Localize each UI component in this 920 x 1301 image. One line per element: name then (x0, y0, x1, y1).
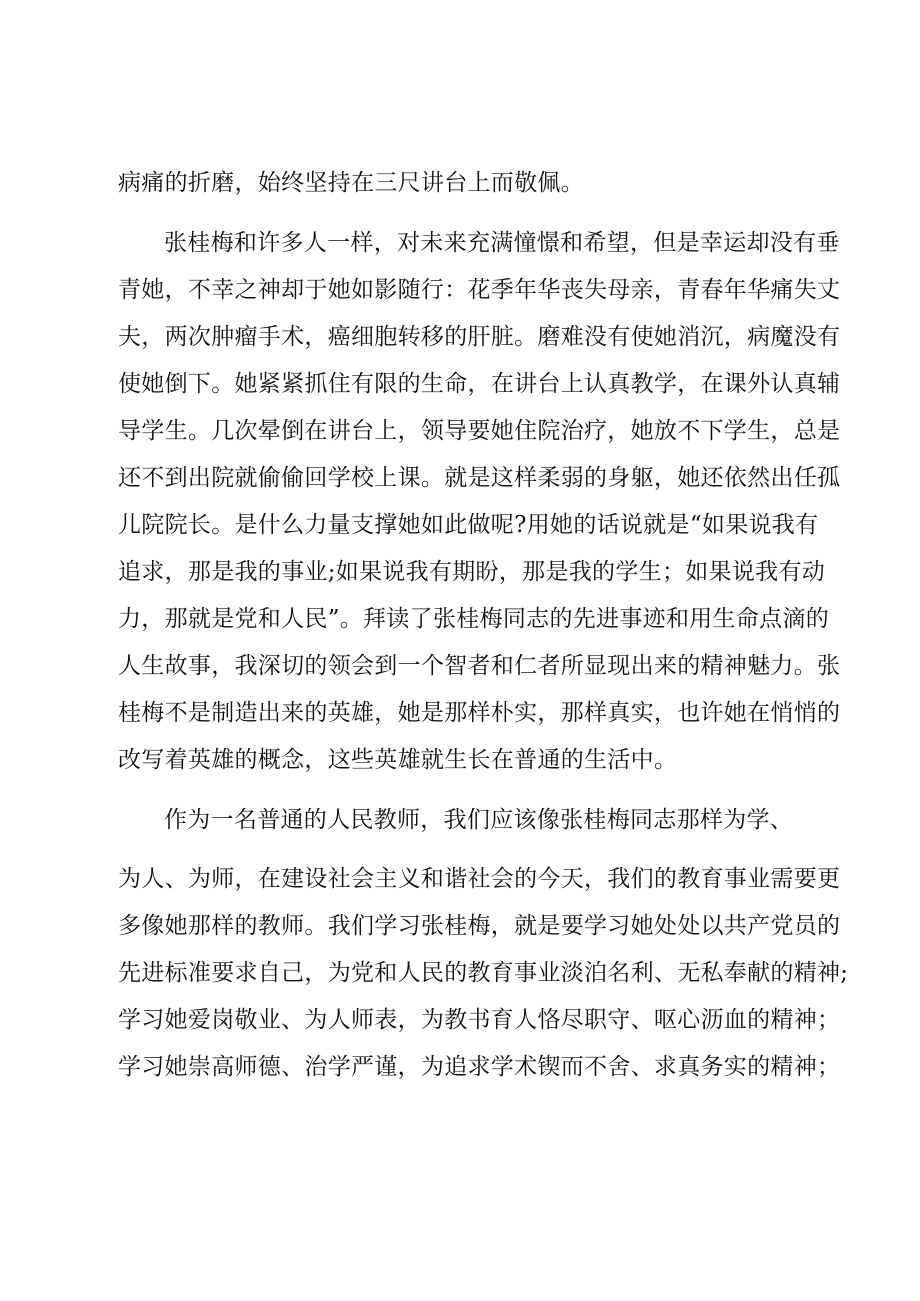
paragraph-line: 学习她崇高师德、治学严谨，为追求学术锲而不舍、求真务实的精神； (118, 1054, 841, 1080)
paragraph-line: 先进标准要求自己，为党和人民的教育事业淡泊名利、无私奉献的精神; (118, 960, 849, 986)
paragraph-line: 力，那就是党和人民”。拜读了张桂梅同志的先进事迹和用生命点滴的 (118, 606, 830, 632)
paragraph-line: 青她，不幸之神却于她如影随行：花季年华丧失母亲，青春年华痛失丈 (118, 277, 841, 303)
paragraph-line: 还不到出院就偷偷回学校上课。就是这样柔弱的身躯，她还依然出任孤 (118, 465, 841, 491)
paragraph-line: 为人、为师，在建设社会主义和谐社会的今天，我们的教育事业需要更 (118, 866, 841, 892)
paragraph-line: 导学生。几次晕倒在讲台上，领导要她住院治疗，她放不下学生，总是 (118, 418, 841, 444)
paragraph-line: 桂梅不是制造出来的英雄，她是那样朴实，那样真实，也许她在悄悄的 (118, 700, 841, 726)
paragraph-line: 学习她爱岗敬业、为人师表，为教书育人恪尽职守、呕心沥血的精神； (118, 1007, 841, 1033)
paragraph-line: 使她倒下。她紧紧抓住有限的生命，在讲台上认真教学，在课外认真辅 (118, 371, 841, 397)
paragraph-line: 病痛的折磨，始终坚持在三尺讲台上而敬佩。 (118, 170, 584, 196)
paragraph-line: 张桂梅和许多人一样，对未来充满憧憬和希望，但是幸运却没有垂 (164, 230, 840, 256)
paragraph-line: 人生故事，我深切的领会到一个智者和仁者所显现出来的精神魅力。张 (118, 653, 841, 679)
paragraph-line: 改写着英雄的概念，这些英雄就生长在普通的生活中。 (118, 747, 678, 773)
paragraph-line: 儿院院长。是什么力量支撑她如此做呢?用她的话说就是“如果说我有 (118, 512, 819, 538)
paragraph-line: 多像她那样的教师。我们学习张桂梅，就是要学习她处处以共产党员的 (118, 913, 841, 939)
paragraph-line: 作为一名普通的人民教师，我们应该像张桂梅同志那样为学、 (164, 807, 794, 833)
paragraph-line: 夫，两次肿瘤手术，癌细胞转移的肝脏。磨难没有使她消沉，病魔没有 (118, 324, 841, 350)
paragraph-line: 追求，那是我的事业;如果说我有期盼，那是我的学生；如果说我有动 (118, 559, 826, 585)
